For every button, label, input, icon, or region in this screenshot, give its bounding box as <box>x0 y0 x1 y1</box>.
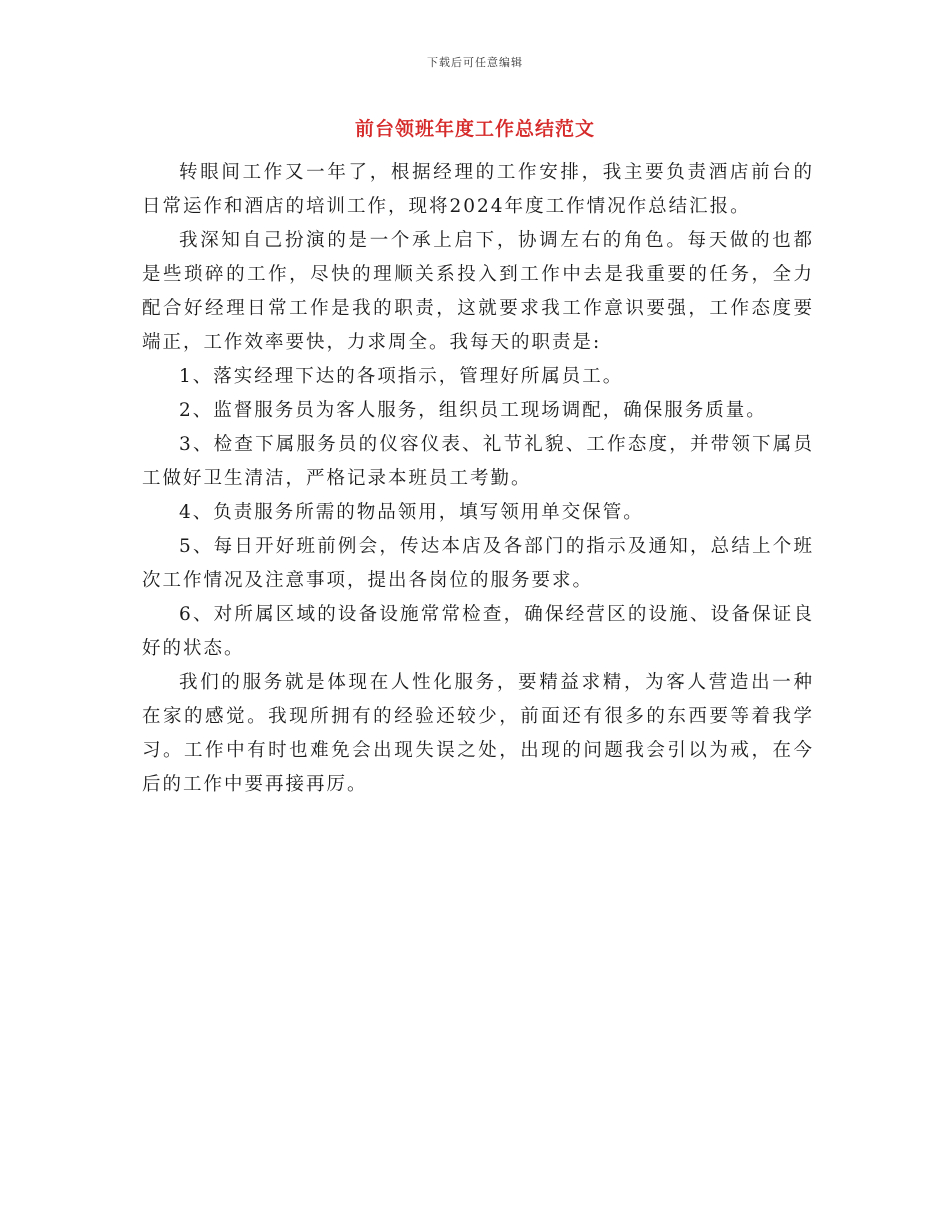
duty-item-1: 1、落实经理下达的各项指示，管理好所属员工。 <box>179 366 624 387</box>
duty-item-2: 2、监督服务员为客人服务，组织员工现场调配，确保服务质量。 <box>179 400 767 421</box>
paragraph-intro: 转眼间工作又一年了，根据经理的工作安排，我主要负责酒店前台的日常运作和酒店的培训工作，现将2024年度工作情况作总结汇报。 <box>142 162 814 217</box>
document-title: 前台领班年度工作总结范文 <box>354 118 595 140</box>
document-body <box>142 156 814 802</box>
duty-item-5: 5、每日开好班前例会，传达本店及各部门的指示及通知，总结上个班次工作情况及注意事项，提出各岗位的服务要求。 <box>142 536 814 591</box>
header-note: 下载后可任意编辑 <box>427 56 523 69</box>
duty-item-3: 3、检查下属服务员的仪容仪表、礼节礼貌、工作态度，并带领下属员工做好卫生清洁，严格记录本班员工考勤。 <box>142 434 814 489</box>
paragraph-role: 我深知自己扮演的是一个承上启下，协调左右的角色。每天做的也都是些琐碎的工作，尽快的理顺关系投入到工作中去是我重要的任务，全力配合好经理日常工作是我的职责，这就要求我工作意识要强，工作态度要端正，工作效率要快，力求周全。我每天的职责是: <box>142 230 814 353</box>
duty-item-4: 4、负责服务所需的物品领用，填写领用单交保管。 <box>179 502 644 523</box>
duty-item-6: 6、对所属区域的设备设施常常检查，确保经营区的设施、设备保证良好的状态。 <box>142 604 814 659</box>
paragraph-conclusion: 我们的服务就是体现在人性化服务，要精益求精，为客人营造出一种在家的感觉。我现所拥有的经验还较少，前面还有很多的东西要等着我学习。工作中有时也难免会出现失误之处，出现的问题我会引以为戒，在今后的工作中要再接再厉。 <box>142 672 814 795</box>
